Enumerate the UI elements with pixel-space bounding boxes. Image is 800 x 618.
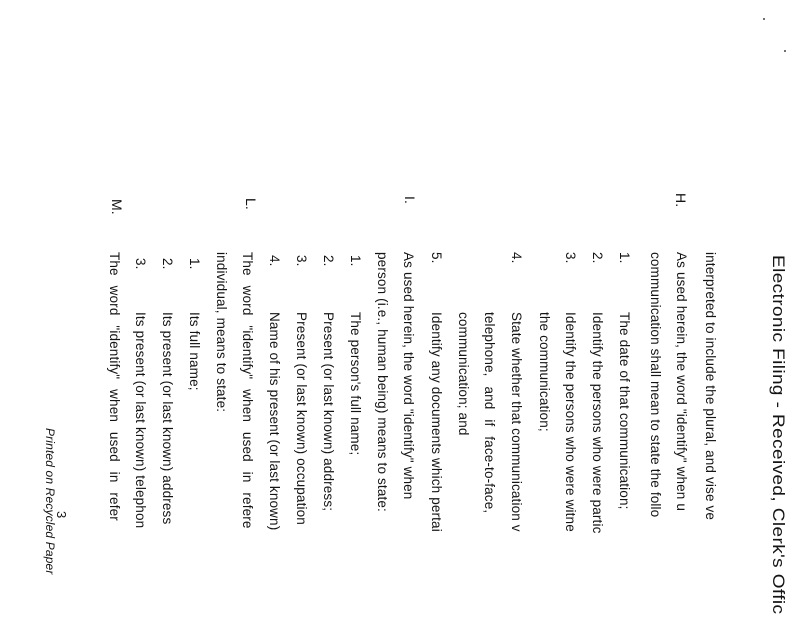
section-marker-h: H. bbox=[673, 193, 689, 208]
list-number: 1. bbox=[187, 258, 202, 270]
scan-speck bbox=[763, 18, 765, 20]
list-item-text: State whether that communication v bbox=[509, 312, 524, 532]
list-item-text: Name of his present (or last known) bbox=[267, 312, 282, 531]
list-item-text: Identify any documents which pertai bbox=[429, 312, 444, 532]
list-number: 2. bbox=[321, 255, 336, 267]
list-number: 3. bbox=[133, 258, 148, 270]
list-item-text: Present (or last known) occupation bbox=[294, 312, 309, 525]
section-marker-i: I. bbox=[402, 196, 418, 205]
list-number: 4. bbox=[509, 252, 524, 264]
section-marker-l: L. bbox=[243, 198, 259, 210]
text-line: communication; and bbox=[456, 312, 471, 436]
text-line: individual, means to state: bbox=[214, 252, 229, 413]
section-marker-m: M. bbox=[109, 199, 125, 215]
text-line: As used herein, the word "identify" when u bbox=[674, 252, 689, 512]
list-number: 1. bbox=[617, 252, 632, 264]
text-line: interpreted to include the plural, and vise ve bbox=[703, 252, 718, 521]
list-number: 5. bbox=[429, 252, 444, 264]
list-number: 3. bbox=[563, 252, 578, 264]
text-line: As used herein, the word "identify" when bbox=[401, 252, 416, 500]
list-item-text: Present (or last known) address; bbox=[321, 312, 336, 512]
list-number: 2. bbox=[590, 252, 605, 264]
page-number: 3 bbox=[54, 511, 69, 519]
list-item-text: Its present (or last known) address bbox=[160, 312, 175, 525]
text-line: The word "identify" when used in refere bbox=[240, 252, 255, 529]
list-number: 1. bbox=[348, 255, 363, 267]
text-line: the communication; bbox=[537, 312, 552, 432]
list-item-text: Identify the persons who were partic bbox=[590, 312, 605, 534]
scan-speck bbox=[784, 50, 786, 52]
list-number: 2. bbox=[160, 258, 175, 270]
list-item-text: The person's full name; bbox=[348, 312, 363, 456]
list-item-text: Its full name; bbox=[187, 312, 202, 391]
list-item-text: Identify the persons who were witne bbox=[563, 312, 578, 532]
text-line: person (i.e., human being) means to state: bbox=[375, 252, 390, 512]
text-line: telephone, and if face-to-face, bbox=[482, 312, 497, 514]
recycled-paper-note: Printed on Recycled Paper bbox=[43, 428, 57, 575]
list-number: 4. bbox=[267, 255, 282, 267]
filing-stamp-header: Electronic Filing - Received, Clerk's Offic bbox=[768, 255, 787, 615]
list-number: 3. bbox=[294, 255, 309, 267]
list-item-text: The date of that communication; bbox=[617, 312, 632, 510]
text-line: communication shall mean to state the follo bbox=[648, 252, 663, 518]
text-line: The word "identify" when used in refer bbox=[107, 252, 122, 521]
list-item-text: Its present (or last known) telephon bbox=[133, 312, 148, 529]
